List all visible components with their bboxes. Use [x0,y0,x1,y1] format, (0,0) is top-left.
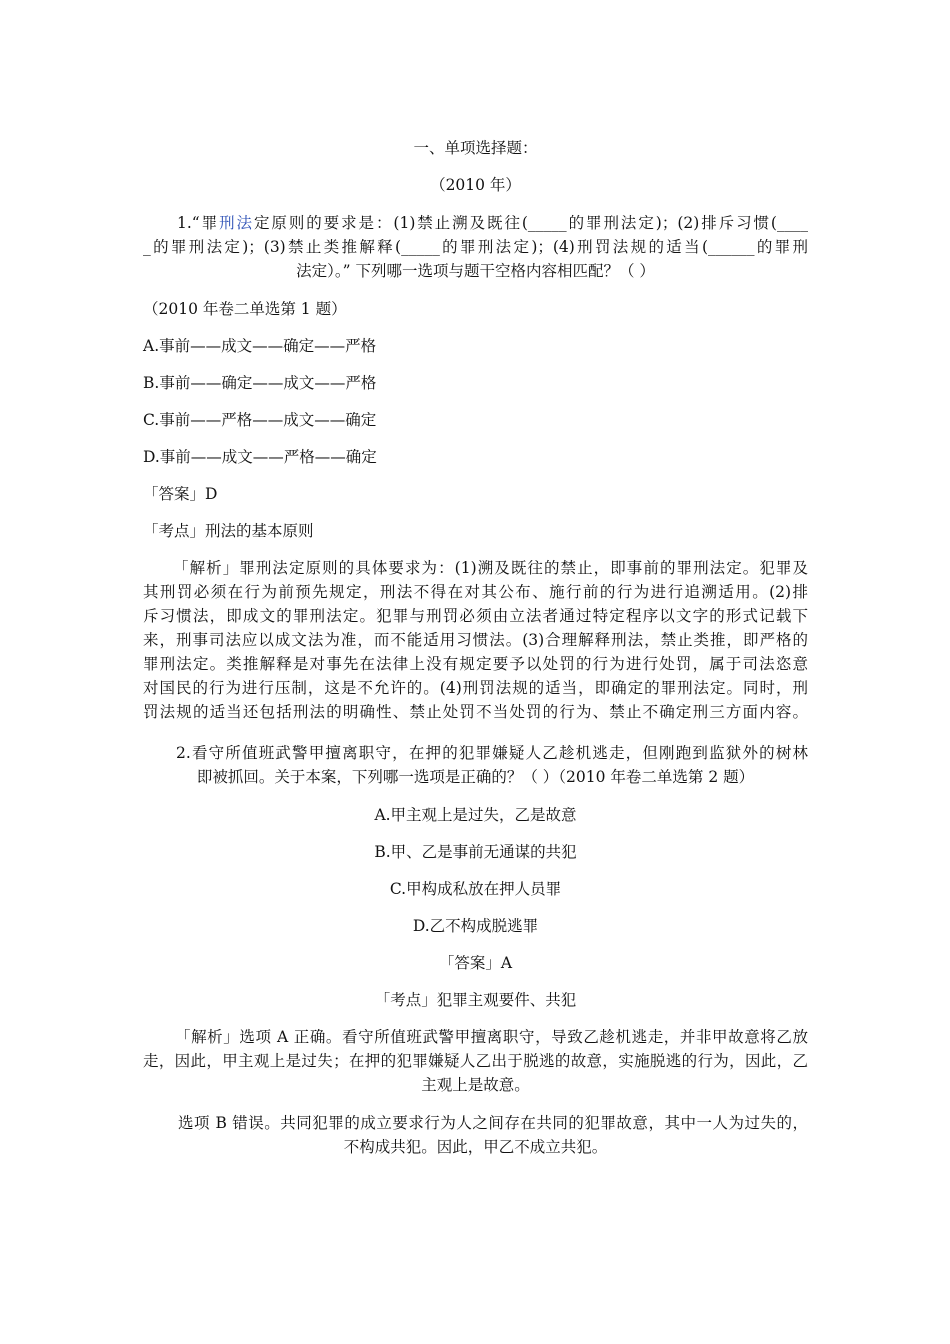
year-heading: （2010 年） [430,176,521,194]
question-2-option-d: D.乙不构成脱逃罪 [412,917,539,935]
question-2-kaodian: 「考点」犯罪主观要件、共犯 [374,991,577,1009]
question-2-analysis-a [143,1025,808,1097]
question-1-stem-line-1 [143,211,808,235]
question-2-analysis-b [143,1111,808,1159]
question-1-analysis [143,556,808,724]
question-1-option-d: D.事前——成文——严格——确定 [143,448,377,466]
analysis-2b-line: 不构成共犯。因此，甲乙不成立共犯。 [343,1138,608,1156]
question-1-kaodian: 「考点」刑法的基本原则 [143,522,314,540]
analysis-1-line: 对国民的行为进行压制，这是不允许的。(4)刑罚法规的适当，即确定的罪刑法定。同时，刑 [143,679,808,697]
question-2-option-c: C.甲构成私放在押人员罪 [389,880,562,898]
analysis-2-line: 主观上是故意。 [421,1076,530,1094]
analysis-1-line: 「解析」罪刑法定原则的具体要求为：(1)溯及既往的禁止，即事前的罪刑法定。犯罪及 [173,559,808,577]
question-1-stem [143,211,808,283]
question-1-option-c: C.事前——严格——成文——确定 [143,411,377,429]
analysis-1-line: 斥习惯法，即成文的罪刑法定。犯罪与刑罚必须由立法者通过特定程序以文字的形式记载下 [143,607,808,625]
question-2-answer: 「答案」A [438,954,513,972]
question-1-option-b: B.事前——确定——成文——严格 [143,374,377,392]
analysis-1-line: 来，刑事司法应以成文法为准，而不能适用习惯法。(3)合理解释刑法，禁止类推，即严格的 [143,631,808,649]
question-2-stem [143,741,808,789]
question-1-source: （2010 年卷二单选第 1 题） [143,300,347,318]
question-2-option-a: A.甲主观上是过失，乙是故意 [374,806,577,824]
question-2-stem-line-2: 即被抓回。关于本案，下列哪一选项是正确的？（ ）（2010 年卷二单选第 2 题） [196,768,755,786]
question-2-stem-line-1: 2.看守所值班武警甲擅离职守，在押的犯罪嫌疑人乙趁机逃走，但刚跑到监狱外的树林 [176,744,808,762]
question-1-answer: 「答案」D [143,485,218,503]
analysis-1-line: 罪刑法定。类推解释是对事先在法律上没有规定要予以处罚的行为进行处罚，属于司法恣意 [143,655,808,673]
section-title: 一、单项选择题： [413,139,538,157]
question-1-prefix: 1.“罪 [177,214,220,232]
analysis-1-line: 其刑罚必须在行为前预先规定，刑法不得在对其公布、施行前的行为进行追溯适用。(2)排 [143,583,808,601]
analysis-2-line: 「解析」选项 A 正确。看守所值班武警甲擅离职守，导致乙趁机逃走，并非甲故意将乙放 [175,1028,808,1046]
question-1-option-a: A.事前——成文——确定——严格 [143,337,377,355]
question-1-stem-line-2: _的罪刑法定)；(3)禁止类推解释(_____的罪刑法定)；(4)刑罚法规的适当(______的罪刑 [143,238,808,256]
analysis-2b-line: 选项 B 错误。共同犯罪的成立要求行为人之间存在共同的犯罪故意，其中一人为过失的， [178,1114,808,1132]
question-2-option-b: B.甲、乙是事前无通谋的共犯 [374,843,577,861]
analysis-1-line: 罚法规的适当还包括刑法的明确性、禁止处罚不当处罚的行为、禁止不确定刑三方面内容。 [143,703,808,721]
analysis-2-line: 走，因此，甲主观上是过失；在押的犯罪嫌疑人乙出于脱逃的故意，实施脱逃的行为，因此，乙 [143,1052,808,1070]
question-1-stem-line-3: 法定）。” 下列哪一选项与题干空格内容相匹配？（ ） [296,262,655,280]
question-1-line-1-rest: 定原则的要求是：(1)禁止溯及既往(_____的罪刑法定)；(2)排斥习惯(____ [253,214,808,232]
criminal-law-link[interactable]: 刑法 [219,214,254,232]
